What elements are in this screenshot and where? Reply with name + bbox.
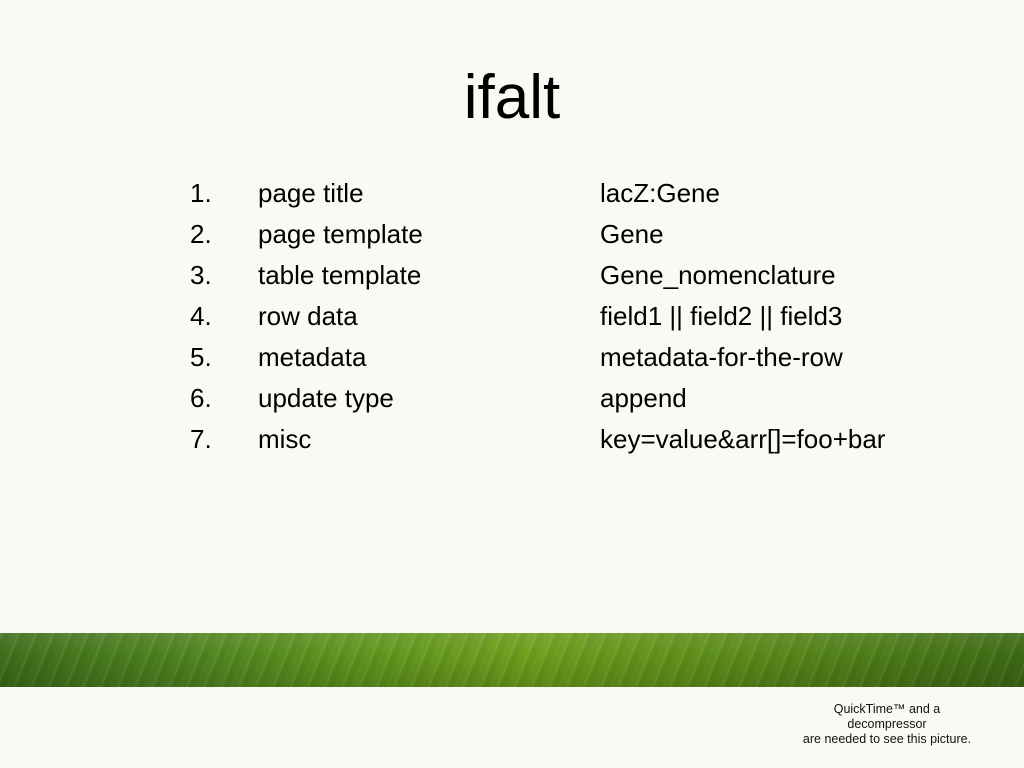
list-item-number: 3. [190,260,212,290]
list-item-number: 1. [190,178,212,208]
list-item-value: metadata-for-the-row [600,342,843,372]
list-item-label: page title [258,178,364,208]
list-item [190,378,950,419]
list-item-label: page template [258,219,423,249]
list-item [190,296,950,337]
list-item-label: table template [258,260,422,290]
placeholder-line-2: decompressor [847,717,927,731]
list-item [190,214,950,255]
list-item-label: row data [258,301,358,331]
placeholder-line-1: QuickTime™ and a [833,702,941,716]
list-item-number: 7. [190,424,212,454]
list-item-label: metadata [258,342,367,372]
list-item-value: key=value&arr[]=foo+bar [600,424,886,454]
list-item-value: Gene_nomenclature [600,260,836,290]
band-shading [0,633,1024,687]
placeholder-line-3: are needed to see this picture. [802,732,972,746]
list-item-value: Gene [600,219,664,249]
list-item-value: field1 || field2 || field3 [600,301,843,331]
list-item [190,173,950,214]
list-item-number: 6. [190,383,212,413]
slide-title: ifalt [463,63,561,132]
list-item-label: update type [258,383,394,413]
list-item [190,255,950,296]
green-grass-band [0,633,1024,687]
list-item-number: 2. [190,219,212,249]
list-item-label: misc [258,424,312,454]
list-item [190,419,950,460]
numbered-list [190,173,950,460]
list-item-value: append [600,383,687,413]
list-item-number: 5. [190,342,212,372]
image-placeholder-notice [780,702,994,747]
list-item-number: 4. [190,301,212,331]
list-item-value: lacZ:Gene [600,178,720,208]
list-item [190,337,950,378]
